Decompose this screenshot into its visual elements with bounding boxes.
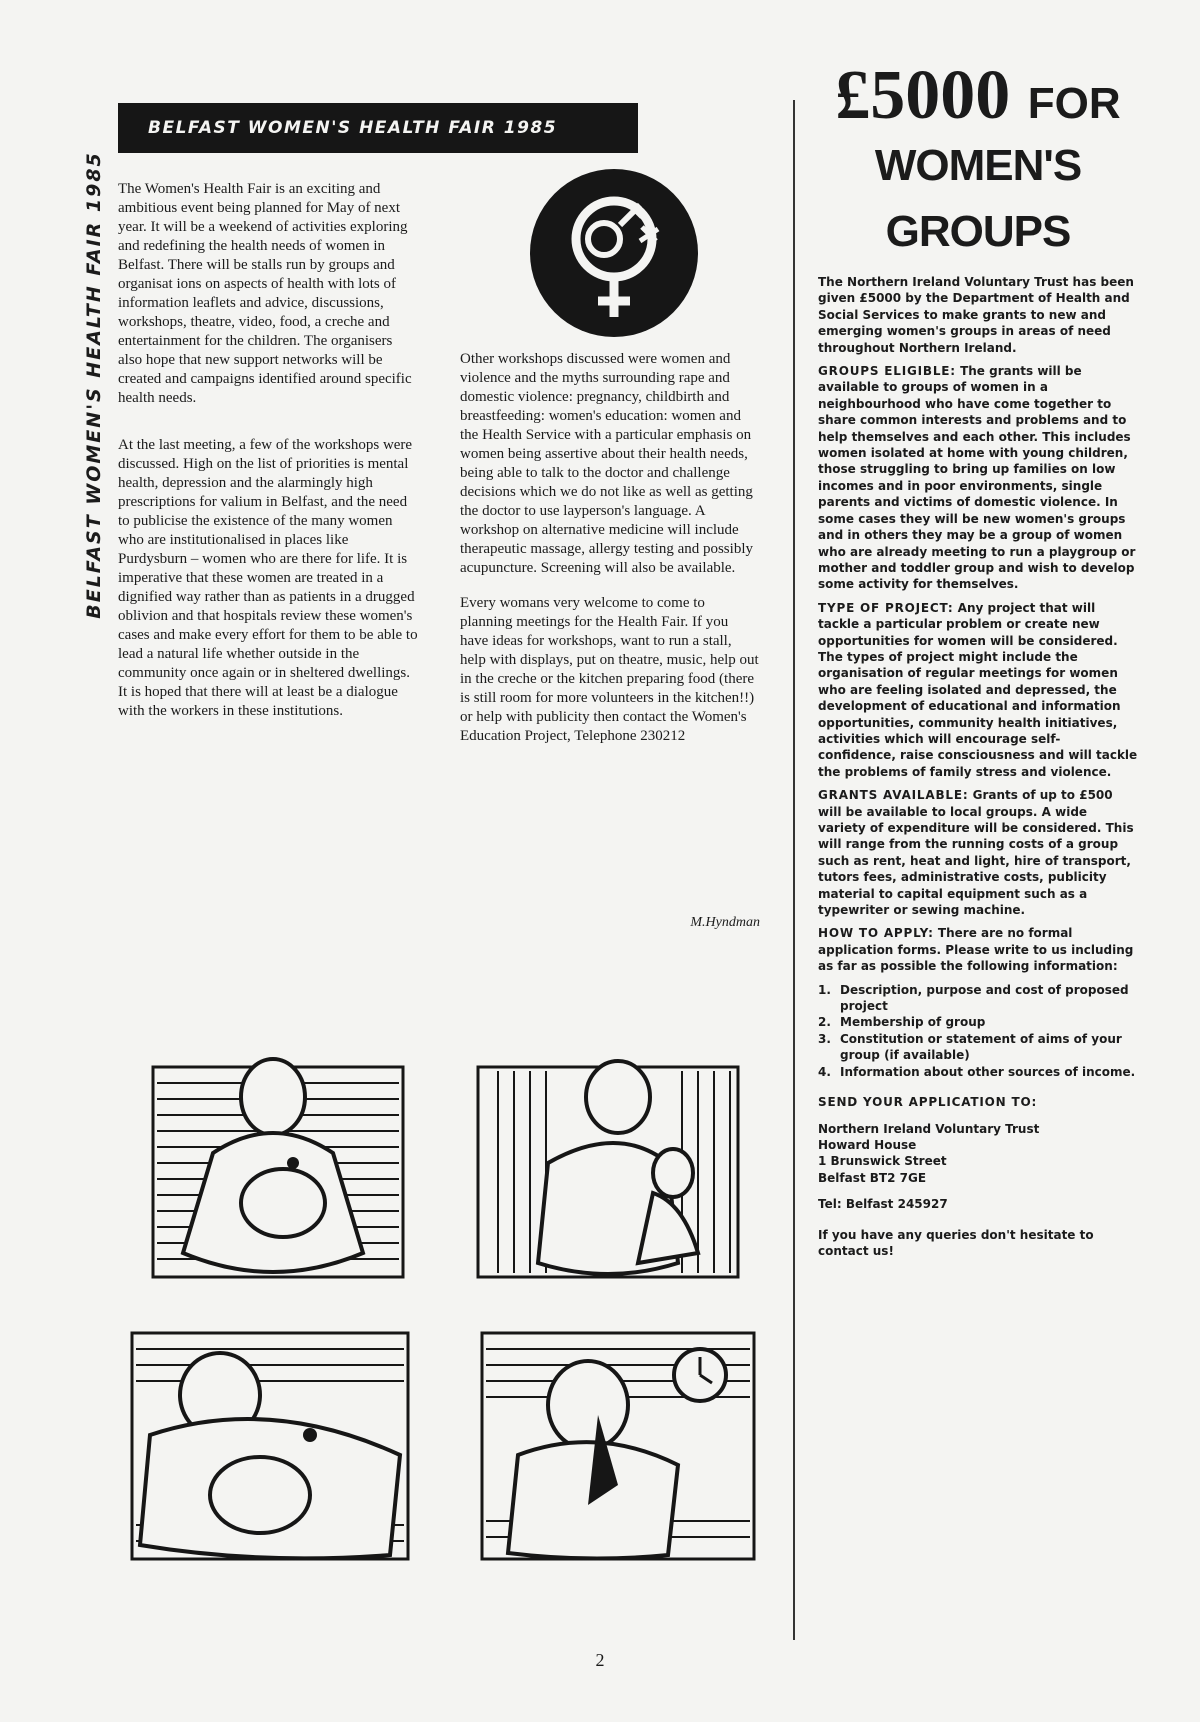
women-symbol-icon: [528, 167, 700, 339]
section-text: Any project that will tackle a particular problem or create new opportunities for women will be considered. The types of project might include the organisation of regular meetings for women who are feeling isolated and depressed, the development of educational and information opportunities, community health initiatives, activities which will encourage self-confidence, raise consciousness and will tackle the problems of family stress and violence.: [818, 600, 1138, 779]
column-divider: [793, 100, 795, 1640]
address-line: 1 Brunswick Street: [818, 1154, 947, 1169]
banner-title: BELFAST WOMEN'S HEALTH FAIR 1985: [148, 118, 558, 138]
section-label: GROUPS ELIGIBLE:: [818, 364, 956, 379]
section-type-of-project: [818, 600, 1138, 780]
section-label: TYPE OF PROJECT:: [818, 600, 954, 615]
address-line: Northern Ireland Voluntary Trust: [818, 1121, 1040, 1136]
middle-paragraph-1: Other workshops discussed were women and violence and the myths surrounding rape and domestic violence: pregnancy, childbirth and breastfeeding: women's education: women and the Health Service with a particular emphasis on women being assertive about their health needs, being able to talk to the doctor and challenge decisions which we do not like as well as getting the doctor to use layperson's language. A workshop on alternative medicine will include therapeutic massage, allergy testing and possibly acupuncture. Screening will also be available.: [460, 351, 753, 576]
section-how-to-apply: [818, 925, 1138, 974]
list-item: 3. Constitution or statement of aims of your group (if available): [818, 1031, 1122, 1063]
section-label: GRANTS AVAILABLE:: [818, 788, 969, 803]
telephone: Tel: Belfast 245927: [818, 1197, 948, 1212]
headline-groups: GROUPS: [885, 207, 1071, 256]
section-text: There are no formal application forms. Please write to us including as far as possible the following information:: [818, 926, 1134, 974]
illustration-seated-woman: [143, 1053, 413, 1293]
headline-for: FOR: [1027, 79, 1121, 128]
illustration-mother-and-child: [468, 1053, 748, 1293]
section-grants-available: [818, 787, 1138, 918]
headline-amount: [818, 57, 1138, 140]
left-column: [118, 180, 418, 737]
side-title-text: BELFAST WOMEN'S HEALTH FAIR 1985: [83, 151, 105, 619]
grants-body: [818, 274, 1138, 1259]
left-paragraph-2: At the last meeting, a few of the workshops were discussed. High on the list of priorities is mental health, depression and the alarmingly high prescriptions for valium in Belfast, and the need to publicise the existence of the many women who are institutionalised in places like Purdysburn – women who are there for life. It is imperative that these women are treated in a dignified way rather than as patients in a drugged oblivion and that hospitals review these women's cases and make every effort for them to be able to lead a natural life whether outside in the community once again or in sheltered dwellings. It is hoped that there will at least be a dialogue with the workers in these institutions.: [118, 437, 418, 719]
list-item: 2. Membership of group: [818, 1015, 986, 1030]
application-info-list: [818, 982, 1138, 1080]
section-text: Grants of up to £500 will be available to local groups. A wide variety of expenditure will be considered. This will range from the running costs of a group such as rent, heat and light, hire of transport, tutors fees, administrative costs, publicity material to capital equipment such as a typewriter or sewing machine.: [818, 788, 1134, 918]
author-signature: M.Hyndman: [690, 915, 760, 930]
section-label: HOW TO APPLY:: [818, 926, 934, 941]
middle-column: [460, 350, 760, 762]
list-item: 1. Description, purpose and cost of proposed project: [818, 982, 1129, 1014]
section-text: The grants will be available to groups of women in a neighbourhood who have come together to share common interests and problems and to help themselves and each other. This includes women isolated at home with young children, those struggling to bring up families on low incomes and in poor environments, single parents and victims of domestic violence. In some cases they will be new women's groups and in others they may be a group of women who are already meeting to run a playgroup or mother and toddler group and wish to develop some activity for themselves.: [818, 364, 1136, 592]
page-number: 2: [595, 1650, 605, 1670]
grants-intro: The Northern Ireland Voluntary Trust has been given £5000 by the Department of Health and Social Services to make grants to new and emerging women's groups in areas of need throughout Northern Ireland.: [818, 275, 1134, 355]
grants-column: [818, 57, 1138, 1259]
section-groups-eligible: [818, 363, 1138, 593]
illustration-woman-with-clock: [478, 1325, 758, 1565]
middle-paragraph-2: Every womans very welcome to come to planning meetings for the Health Fair. If you have ideas for workshops, want to run a stall, help with displays, put on theatre, music, help out in the creche or the kitchen preparing food (there is still room for more volunteers in the kitchen!!) or help with publicity then contact the Women's Education Project, Telephone 230212: [460, 595, 759, 744]
headline-amount-value: £5000: [835, 57, 1011, 134]
closing-note: If you have any queries don't hesitate to contact us!: [818, 1227, 1094, 1258]
postal-address: [818, 1121, 1138, 1187]
headline-womens: WOMEN'S: [874, 141, 1082, 190]
address-line: Belfast BT2 7GE: [818, 1170, 927, 1185]
illustration-embracing-figures: [110, 1325, 420, 1565]
list-item: 4. Information about other sources of income.: [818, 1064, 1136, 1079]
send-application-heading: SEND YOUR APPLICATION TO:: [818, 1095, 1038, 1110]
address-line: Howard House: [818, 1137, 917, 1152]
header-banner: [118, 103, 638, 153]
left-paragraph-1: The Women's Health Fair is an exciting and ambitious event being planned for May of next year. It will be a weekend of activities exploring and redefining the health needs of women in Belfast. There will be stalls run by groups and organisat ions on aspects of health with lots of information leaflets and advice, discussions, workshops, theatre, video, food, a creche and entertainment for the children. The organisers also hope that new support networks will be created and campaigns identified around specific health needs.: [118, 181, 412, 406]
side-title: [74, 105, 114, 665]
